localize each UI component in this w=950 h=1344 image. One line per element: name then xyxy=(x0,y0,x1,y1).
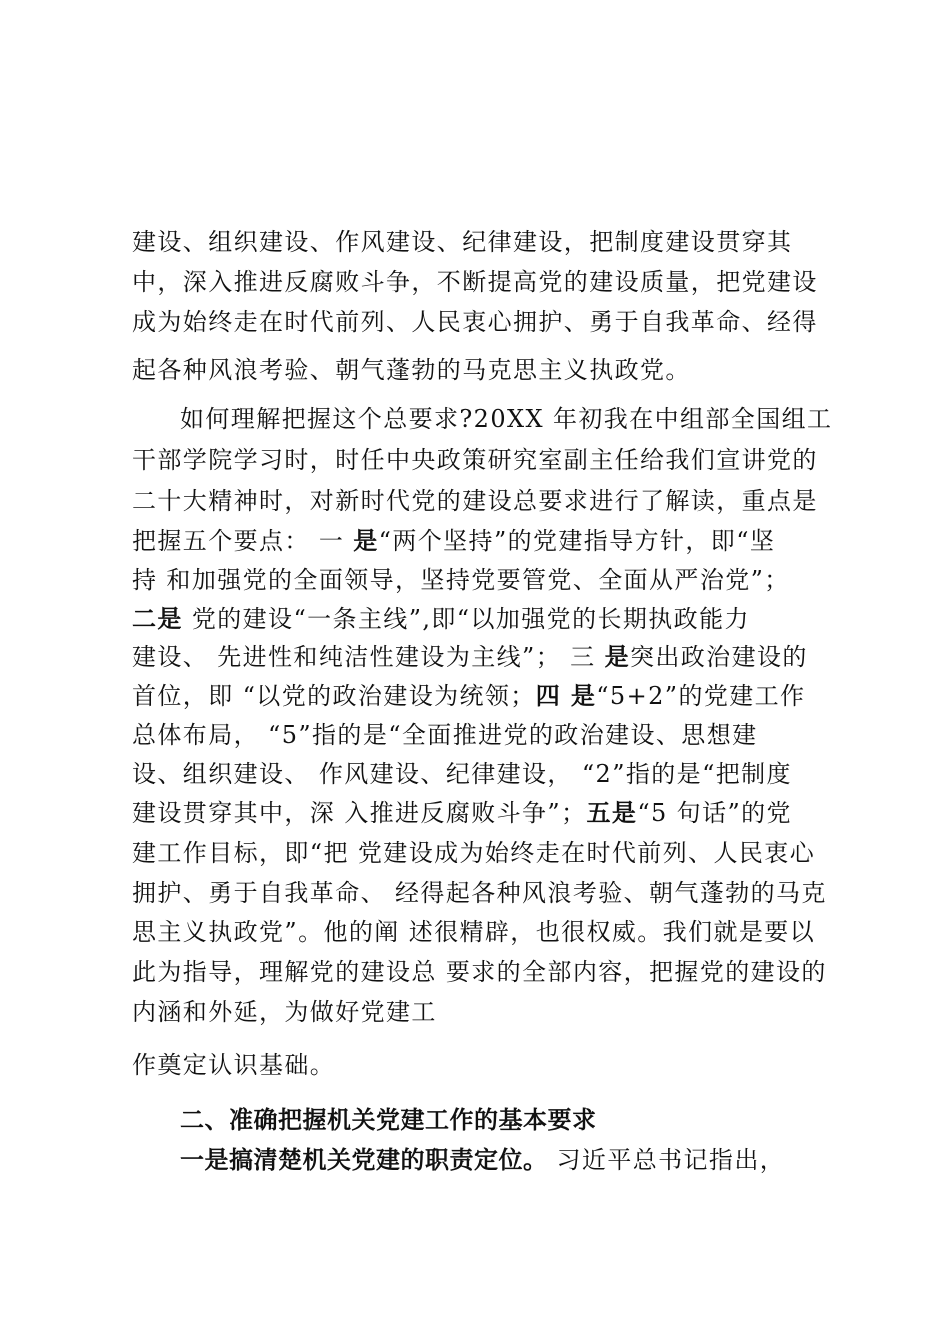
paragraph-2-line-3: 二十大精神时，对新时代党的建设总要求进行了解读，重点是 xyxy=(132,487,818,515)
paragraph-2-line-7 xyxy=(132,639,832,675)
paragraph-2-line-15: 此为指导，理解党的建设总 要求的全部内容，把握党的建设的 xyxy=(132,958,827,986)
paragraph-2-line-16: 内涵和外延，为做好党建工 xyxy=(132,998,437,1026)
text-run: 建设贯穿其中，深 入推进反腐败斗争”； xyxy=(132,799,587,827)
paragraph-2-line-6 xyxy=(132,601,832,637)
text-run: “两个坚持”的党建指导方针，即“坚 xyxy=(378,527,776,555)
paragraph-2-line-9: 总体布局， “5”指的是“全面推进党的政治建设、思想建 xyxy=(132,721,758,749)
text-run: “5 句话”的党 xyxy=(637,799,792,827)
paragraph-1-line-4: 起各种风浪考验、朝气蓬勃的马克思主义执政党。 xyxy=(132,356,691,384)
paragraph-2-line-12: 建工作目标，即“把 党建设成为始终走在时代前列、人民衷心 xyxy=(132,839,816,867)
paragraph-3-lead: 一是搞清楚机关党建的职责定位。 xyxy=(180,1146,548,1174)
paragraph-1-line-3: 成为始终走在时代前列、人民衷心拥护、勇于自我革命、经得 xyxy=(132,308,818,336)
emphasis-run: 四 是 xyxy=(535,681,597,710)
paragraph-3-line-1 xyxy=(180,1142,832,1178)
text-run: 建设、 先进性和纯洁性建设为主线”； 三 xyxy=(132,643,605,671)
paragraph-1-line-1: 建设、组织建设、作风建设、纪律建设，把制度建设贯穿其 xyxy=(132,228,793,256)
text-run: 党的建设“一条主线”,即“以加强党的长期执政能力 xyxy=(182,605,750,633)
emphasis-run: 是 xyxy=(353,526,379,555)
paragraph-2-line-14: 思主义执政党”。他的阐 述很精辟，也很权威。我们就是要以 xyxy=(132,918,816,946)
text-run: 习近平总书记指出， xyxy=(547,1146,786,1174)
section-heading: 二、准确把握机关党建工作的基本要求 xyxy=(180,1106,597,1134)
paragraph-2-line-17: 作奠定认识基础。 xyxy=(132,1051,336,1079)
emphasis-run: 五是 xyxy=(586,798,638,827)
paragraph-2-line-11 xyxy=(132,795,832,831)
paragraph-2-line-8 xyxy=(132,678,832,714)
emphasis-run: 是 xyxy=(604,642,630,671)
text-run: 突出政治建设的 xyxy=(629,643,808,671)
emphasis-run: 二是 xyxy=(132,604,183,633)
paragraph-2-line-4 xyxy=(132,523,832,559)
text-run: “5+2”的党建工作 xyxy=(596,682,806,710)
paragraph-1-line-2: 中，深入推进反腐败斗争，不断提高党的建设质量，把党建设 xyxy=(132,268,818,296)
paragraph-2-line-1: 如何理解把握这个总要求?20XX 年初我在中组部全国组工 xyxy=(180,405,833,433)
text-run: 把握五个要点： 一 xyxy=(132,527,354,555)
text-run: 首位，即 “以党的政治建设为统领； xyxy=(132,682,536,710)
paragraph-2-line-13: 拥护、勇于自我革命、 经得起各种风浪考验、朝气蓬勃的马克 xyxy=(132,879,827,907)
paragraph-2-line-10: 设、组织建设、 作风建设、纪律建设， “2”指的是“把制度 xyxy=(132,760,792,788)
paragraph-2-line-5: 持 和加强党的全面领导，坚持党要管党、全面从严治党”； xyxy=(132,566,790,594)
paragraph-2-line-2: 干部学院学习时，时任中央政策研究室副主任给我们宣讲党的 xyxy=(132,446,818,474)
